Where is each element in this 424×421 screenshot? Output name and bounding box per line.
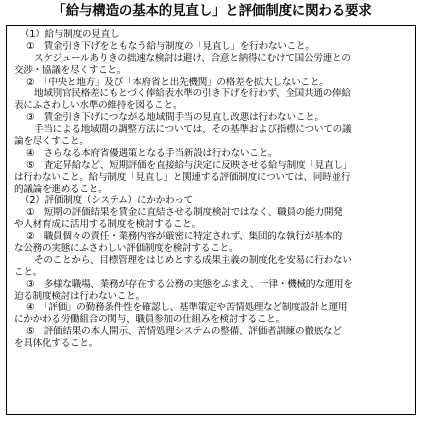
item-2-2-text: こと。 — [14, 266, 43, 278]
item-2-2-text: な公務の実態にふさわしい評価制度を検討すること。 — [14, 243, 239, 255]
page-title: 「給与構造の基本的見直し」と評価制度に関わる要求 — [52, 3, 372, 19]
item-1-3: ③ 賃金引き下げにつながる地域間手当の見直し改悪は行わないこと。 — [26, 112, 324, 124]
item-1-5-text: 的議論を進めること。 — [14, 183, 108, 195]
item-2-2-text: そのことから、目標管理をはじめとする成果主義の制度化を安易に行わない — [34, 254, 352, 266]
item-2-4-text: にかかわる労働組合の関与、職員参加の仕組みを検討すること。 — [14, 314, 285, 326]
section-heading-salary: （1）給与制度の見直し — [20, 29, 120, 40]
item-1-3-text: 手当による地域間の調整方法については、その基準および指標についての議 — [34, 124, 352, 136]
item-1-3-text: 論を尽くすこと。 — [14, 136, 89, 148]
item-2-1: ① 短期の評価結果を賃金に直結させる制度検討ではなく、職員の能力開発 — [26, 207, 343, 219]
item-2-2: ② 職員個々の責任・業務内容が厳密に特定されず、集団的な執行が基本的 — [26, 231, 342, 243]
item-2-1-text: や人材育成に活用する制度を検討すること。 — [14, 219, 201, 231]
item-2-4: ④ 「評価」の勤務条件性を確認し、基準策定や苦情処理など制度設計と運用 — [26, 302, 348, 314]
item-1-2: ② 「中央と地方」及び「本府省と出先機関」の格差を拡大しないこと。 — [26, 76, 329, 88]
item-1-2-text: 地域別官民格差にもとづく俸給表水準の引き下げを行わず、全国共通の俸給 — [34, 88, 351, 100]
item-1-1: ① 賃金引き下げをともなう給与制度の「見直し」を行わないこと。 — [26, 40, 315, 52]
item-1-1-text: 交渉・協議を尽くすこと。 — [14, 64, 127, 76]
item-1-5: ⑤ 査定昇給など、短期評価を直接給与決定に反映させる給与制度「見直し」 — [26, 159, 353, 171]
item-1-1-text: スケジュールありきの拙速な検討は避け、合意と納得にむけて国公労連との — [34, 52, 351, 64]
item-1-4: ④ さらなる本府省優遇策となる手当新設は行わないこと。 — [26, 147, 278, 159]
item-1-2-text: 表にふさわしい水準の維持を図ること。 — [14, 100, 183, 112]
item-2-3-text: 迫る制度検討は行わないこと。 — [14, 290, 145, 302]
item-2-3: ③ 多様な職場、業務が存在する公務の実態をふまえ、一律・機械的な運用を — [26, 278, 353, 290]
item-2-5: ⑤ 評価結果の本人開示、苦情処理システムの整備、評価者訓練の徹底など — [26, 326, 342, 338]
requirements-box — [6, 25, 416, 415]
section-heading-evaluation: （2）評価制度（システム）にかかわって — [20, 195, 193, 207]
item-1-5-text: は行わないこと。給与制度「見直し」と関連する評価制度については、同時並行 — [14, 171, 351, 183]
item-2-5-text: を具体化すること。 — [14, 338, 99, 350]
